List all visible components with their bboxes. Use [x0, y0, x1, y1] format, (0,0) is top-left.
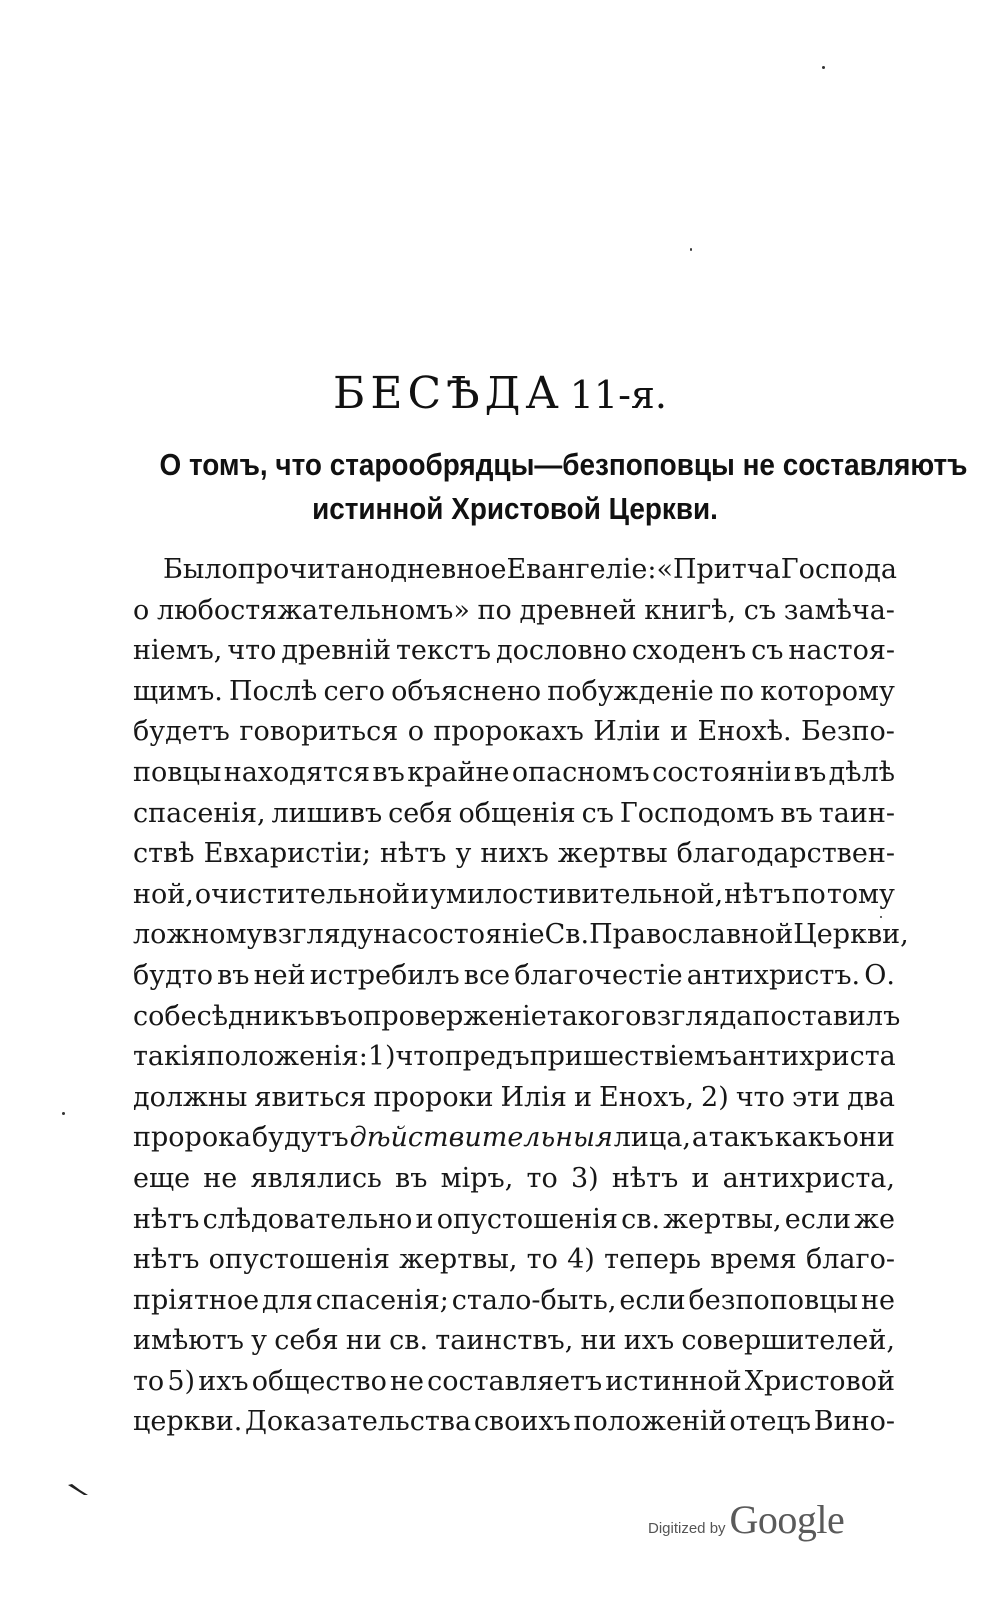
word: міръ,: [440, 1162, 514, 1194]
text-line: [133, 915, 909, 956]
word: которому: [760, 675, 895, 707]
word: два: [847, 1081, 895, 1113]
word: слѣдовательно: [202, 1203, 413, 1235]
word: съ: [581, 797, 614, 829]
google-logo: Google: [729, 1497, 845, 1542]
word: любостяжательномъ»: [156, 594, 470, 626]
word: своихъ: [473, 1406, 571, 1438]
word: ніемъ,: [133, 635, 223, 667]
word: по: [719, 675, 755, 707]
word: ни: [580, 1325, 617, 1357]
word: повцы: [133, 756, 222, 788]
word: что: [735, 1081, 785, 1113]
word: дѣйствительныя: [349, 1122, 613, 1154]
word: состояніи: [652, 756, 792, 788]
word: благочестіе: [514, 959, 683, 991]
word: 3): [570, 1162, 599, 1194]
word: книгѣ,: [644, 594, 737, 626]
word: общество: [251, 1365, 387, 1397]
word: а: [691, 1122, 708, 1154]
word: 1): [367, 1041, 396, 1073]
word: 4): [567, 1244, 595, 1276]
word: и: [691, 1162, 710, 1194]
word: жертвы,: [663, 1203, 782, 1235]
word: такого: [546, 1000, 642, 1032]
word: время: [710, 1244, 797, 1276]
word: говориться: [239, 716, 399, 748]
word: антихриста,: [722, 1162, 895, 1194]
word: таин-: [818, 797, 895, 829]
word: если: [784, 1203, 851, 1235]
text-line: [133, 875, 895, 916]
word: нѣтъ: [724, 878, 791, 910]
word: О.: [864, 959, 895, 991]
word: еще: [133, 1162, 191, 1194]
word: о: [407, 716, 424, 748]
word: съ: [751, 635, 784, 667]
word: имѣютъ: [133, 1325, 244, 1357]
word: въ: [780, 797, 813, 829]
word: умилостивительной,: [430, 878, 724, 910]
word: дословно: [495, 635, 627, 667]
word: Господомъ: [619, 797, 775, 829]
digitized-watermark: [648, 1496, 844, 1543]
word: въ: [395, 1162, 428, 1194]
word: благо-: [805, 1244, 895, 1276]
word: Евхаристіи;: [203, 838, 371, 870]
word: Безпо-: [801, 716, 895, 748]
word: съ: [743, 594, 777, 626]
word: какъ: [774, 1122, 842, 1154]
word: ной,: [133, 878, 194, 910]
word: спасенія,: [133, 797, 266, 829]
word: ихъ: [198, 1365, 249, 1397]
word: такъ: [708, 1122, 774, 1154]
word: Послѣ: [228, 675, 318, 707]
word: нихъ: [480, 838, 549, 870]
text-line: [133, 1321, 895, 1362]
print-speck: [822, 66, 825, 69]
subtitle-line: истинной Христовой Церкви.: [312, 491, 718, 526]
word: то: [526, 1162, 558, 1194]
word: благодарствен-: [676, 838, 895, 870]
word: антихристъ.: [686, 959, 861, 991]
word: антихриста: [732, 1041, 896, 1073]
word: жертвы,: [399, 1244, 518, 1276]
word: то: [526, 1244, 558, 1276]
word: являлись: [250, 1162, 382, 1194]
word: для: [262, 1284, 313, 1316]
word: себя: [274, 1325, 339, 1357]
word: поставилъ: [752, 1000, 901, 1032]
word: истребилъ: [309, 959, 460, 991]
word: явиться: [254, 1081, 367, 1113]
word: церкви.: [133, 1406, 243, 1438]
word: будутъ: [251, 1122, 349, 1154]
word: замѣча-: [783, 594, 895, 626]
word: и: [415, 1203, 434, 1235]
word: въ: [793, 756, 827, 788]
word: совершителей,: [681, 1325, 895, 1357]
text-line: [133, 834, 895, 875]
word: опустошенія: [436, 1203, 618, 1235]
word: пришествіемъ: [529, 1041, 733, 1073]
word: себя: [388, 797, 453, 829]
word: стало-быть,: [451, 1284, 617, 1316]
word: Енохъ,: [599, 1081, 694, 1113]
word: ихъ: [623, 1325, 675, 1357]
print-speck: [690, 248, 692, 251]
word: опасномъ: [511, 756, 650, 788]
word: пророкахъ: [433, 716, 584, 748]
word: на: [373, 919, 408, 951]
word: прочитано: [237, 554, 391, 585]
word: то: [133, 1365, 165, 1397]
word: не: [860, 1284, 895, 1316]
word: 5): [167, 1365, 196, 1397]
word: опустошенія: [208, 1244, 390, 1276]
text-line: [133, 1159, 895, 1200]
word: и: [411, 878, 430, 910]
word: очистительной: [194, 878, 411, 910]
word: все: [463, 959, 511, 991]
word: опроверженіе: [347, 1000, 547, 1032]
chapter-title: БЕСѢДА: [333, 368, 564, 419]
text-line: [133, 550, 895, 591]
word: Православной: [589, 919, 794, 951]
word: ней: [253, 959, 306, 991]
word: нѣтъ: [611, 1162, 679, 1194]
word: Было: [163, 554, 238, 585]
word: отецъ: [729, 1406, 812, 1438]
word: щимъ.: [133, 675, 223, 707]
word: сего: [323, 675, 385, 707]
word: нѣтъ: [133, 1203, 200, 1235]
word: крайне: [407, 756, 510, 788]
word: по: [791, 878, 826, 910]
word: въ: [217, 959, 250, 991]
word: истинной: [605, 1365, 742, 1397]
word: будто: [133, 959, 213, 991]
word: взгляду: [262, 919, 374, 951]
word: лица,: [613, 1122, 691, 1154]
word: «Притча: [656, 554, 781, 585]
print-speck: [62, 1112, 65, 1115]
text-line: [133, 1037, 895, 1078]
word: собесѣдникъ: [133, 1000, 315, 1032]
word: спасенія;: [315, 1284, 449, 1316]
word: ствѣ: [133, 838, 195, 870]
text-line: [133, 956, 895, 997]
text-line: [133, 631, 895, 672]
word: объяснено: [391, 675, 542, 707]
text-line: [133, 794, 895, 835]
text-line: [133, 1078, 895, 1119]
text-line: [133, 1200, 895, 1241]
word: нѣтъ: [379, 838, 447, 870]
word: Иліи: [593, 716, 661, 748]
word: и: [670, 716, 689, 748]
word: ни: [345, 1325, 382, 1357]
word: взгляда: [641, 1000, 753, 1032]
word: дѣлѣ: [828, 756, 895, 788]
word: общенія: [458, 797, 576, 829]
word: Илія: [500, 1081, 567, 1113]
word: по: [477, 594, 512, 626]
word: пріятное: [133, 1284, 260, 1316]
word: не: [203, 1162, 238, 1194]
word: пророки: [373, 1081, 494, 1113]
word: Св.: [544, 919, 590, 951]
text-line: [133, 1362, 895, 1403]
text-line: [133, 997, 901, 1038]
word: 2): [701, 1081, 729, 1113]
word: эти: [791, 1081, 840, 1113]
word: Церкви,: [793, 919, 909, 951]
word: лишивъ: [271, 797, 383, 829]
word: жертвы: [557, 838, 668, 870]
chapter-heading: [0, 366, 1000, 423]
word: таинствъ,: [435, 1325, 574, 1357]
word: если: [619, 1284, 686, 1316]
word: св.: [389, 1325, 429, 1357]
word: текстъ: [396, 635, 492, 667]
word: у: [251, 1325, 268, 1357]
word: же: [854, 1203, 895, 1235]
word: ложному: [133, 919, 263, 951]
text-line: [133, 712, 895, 753]
body-paragraph: [133, 550, 909, 1443]
word: побужденіе: [547, 675, 714, 707]
word: нѣтъ: [133, 1244, 200, 1276]
word: теперь: [604, 1244, 701, 1276]
word: такія: [133, 1041, 207, 1073]
word: состояніе: [407, 919, 545, 951]
subtitle-line: О томъ, что старообрядцы—безпоповцы не составляютъ: [159, 447, 968, 482]
text-line: [133, 672, 895, 713]
word: составляетъ: [427, 1365, 603, 1397]
text-line: [133, 1240, 895, 1281]
word: настоя-: [788, 635, 895, 667]
text-line: [133, 753, 895, 794]
word: положеній: [573, 1406, 727, 1438]
word: Евангеліе:: [506, 554, 657, 585]
word: они: [842, 1122, 895, 1154]
word: Вино-: [813, 1406, 895, 1438]
word: о: [133, 594, 150, 626]
word: безпоповцы: [688, 1284, 859, 1316]
word: у: [455, 838, 472, 870]
word: древней: [519, 594, 637, 626]
word: дневное: [390, 554, 507, 585]
word: въ: [314, 1000, 348, 1032]
word: древній: [281, 635, 392, 667]
word: сходенъ: [631, 635, 747, 667]
text-line: [133, 1281, 895, 1322]
word: Господа: [780, 554, 897, 585]
margin-mark: [66, 1482, 90, 1496]
word: что: [395, 1041, 445, 1073]
word: что: [227, 635, 277, 667]
watermark-prefix: Digitized by: [648, 1520, 726, 1537]
word: находятся: [223, 756, 371, 788]
text-line: [133, 1402, 895, 1443]
word: Доказательства: [244, 1406, 472, 1438]
word: будетъ: [133, 716, 230, 748]
word: Енохѣ.: [697, 716, 792, 748]
word: въ: [372, 756, 405, 788]
chapter-number: 11-я.: [569, 373, 667, 417]
word: не: [390, 1365, 424, 1397]
word: положенія:: [206, 1041, 368, 1073]
word: и: [573, 1081, 592, 1113]
text-line: [133, 591, 895, 632]
chapter-subtitle: [159, 443, 968, 531]
word: предъ: [444, 1041, 530, 1073]
word: Христовой: [744, 1365, 895, 1397]
word: должны: [133, 1081, 248, 1113]
text-line: [133, 1118, 895, 1159]
word: пророка: [133, 1122, 252, 1154]
word: тому: [826, 878, 895, 910]
word: св.: [621, 1203, 661, 1235]
